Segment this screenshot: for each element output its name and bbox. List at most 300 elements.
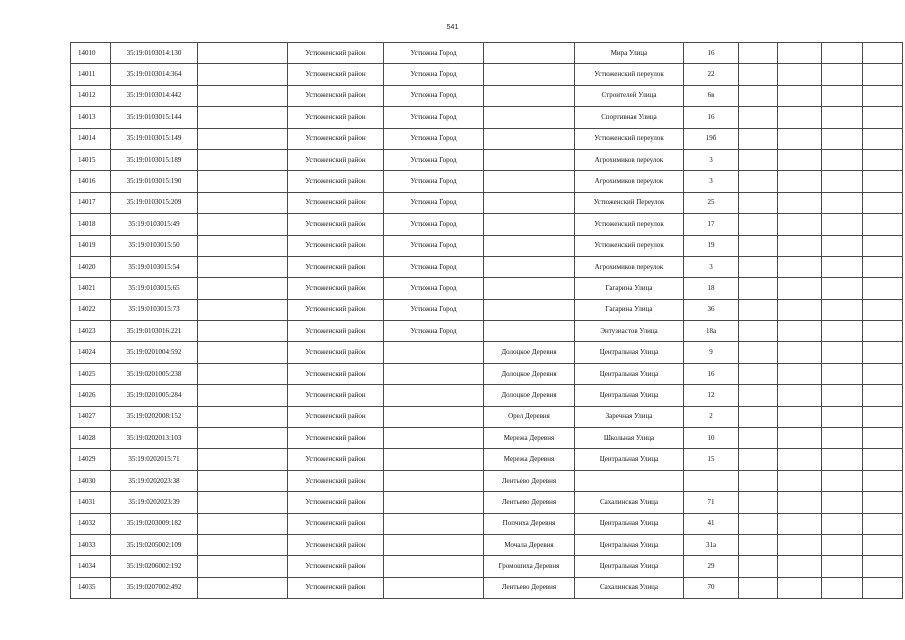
cadastral-number-cell: 35:19:0206002:192 — [111, 556, 198, 577]
street-cell: Сахалинская Улица — [575, 577, 684, 598]
empty-cell — [739, 492, 778, 513]
village-cell — [484, 256, 575, 277]
table-row — [71, 449, 903, 470]
village-cell: Орел Деревня — [484, 406, 575, 427]
empty-cell — [778, 363, 822, 384]
table-row — [71, 534, 903, 555]
street-cell: Агрохимиков переулок — [575, 149, 684, 170]
empty-cell — [778, 64, 822, 85]
cadastral-number-cell: 35:19:0103015:54 — [111, 256, 198, 277]
empty-cell — [198, 534, 288, 555]
row-number-cell: 14022 — [71, 299, 111, 320]
house-number-cell: 3 — [684, 256, 739, 277]
house-number-cell: 3 — [684, 171, 739, 192]
district-cell: Устюженский район — [288, 342, 384, 363]
empty-cell — [198, 64, 288, 85]
table-row — [71, 214, 903, 235]
empty-cell — [822, 363, 863, 384]
empty-cell — [198, 299, 288, 320]
empty-cell — [822, 492, 863, 513]
empty-cell — [822, 171, 863, 192]
empty-cell — [198, 107, 288, 128]
street-cell: Энтузиастов Улица — [575, 321, 684, 342]
house-number-cell: 6в — [684, 85, 739, 106]
row-number-cell: 14035 — [71, 577, 111, 598]
city-cell — [384, 406, 484, 427]
empty-cell — [778, 513, 822, 534]
cadastral-number-cell: 35:19:0103015:49 — [111, 214, 198, 235]
cadastral-number-cell: 35:19:0201005:238 — [111, 363, 198, 384]
empty-cell — [863, 534, 903, 555]
empty-cell — [739, 385, 778, 406]
city-cell: Устюжна Город — [384, 171, 484, 192]
empty-cell — [739, 107, 778, 128]
village-cell — [484, 128, 575, 149]
empty-cell — [822, 149, 863, 170]
empty-cell — [739, 256, 778, 277]
city-cell — [384, 577, 484, 598]
table-row — [71, 470, 903, 491]
empty-cell — [198, 256, 288, 277]
street-cell: Устюженский Переулок — [575, 192, 684, 213]
house-number-cell: 19б — [684, 128, 739, 149]
empty-cell — [863, 321, 903, 342]
empty-cell — [778, 449, 822, 470]
street-cell: Устюженский переулок — [575, 128, 684, 149]
village-cell: Громошиха Деревня — [484, 556, 575, 577]
cadastral-number-cell: 35:19:0103015:65 — [111, 278, 198, 299]
empty-cell — [863, 556, 903, 577]
empty-cell — [198, 513, 288, 534]
empty-cell — [198, 428, 288, 449]
house-number-cell: 70 — [684, 577, 739, 598]
house-number-cell: 31а — [684, 534, 739, 555]
empty-cell — [822, 406, 863, 427]
street-cell: Гагарина Улица — [575, 299, 684, 320]
city-cell — [384, 470, 484, 491]
empty-cell — [778, 342, 822, 363]
empty-cell — [822, 214, 863, 235]
empty-cell — [863, 513, 903, 534]
district-cell: Устюженский район — [288, 85, 384, 106]
table-row — [71, 299, 903, 320]
empty-cell — [739, 513, 778, 534]
empty-cell — [863, 171, 903, 192]
empty-cell — [822, 385, 863, 406]
street-cell: Центральная Улица — [575, 534, 684, 555]
empty-cell — [778, 43, 822, 64]
street-cell: Центральная Улица — [575, 556, 684, 577]
table-row — [71, 513, 903, 534]
village-cell: Мережа Деревня — [484, 428, 575, 449]
empty-cell — [739, 470, 778, 491]
empty-cell — [198, 342, 288, 363]
row-number-cell: 14018 — [71, 214, 111, 235]
table-row — [71, 64, 903, 85]
empty-cell — [863, 214, 903, 235]
village-cell — [484, 171, 575, 192]
empty-cell — [198, 149, 288, 170]
city-cell: Устюжна Город — [384, 256, 484, 277]
row-number-cell: 14029 — [71, 449, 111, 470]
district-cell: Устюженский район — [288, 149, 384, 170]
empty-cell — [822, 321, 863, 342]
empty-cell — [198, 406, 288, 427]
table-row — [71, 278, 903, 299]
district-cell: Устюженский район — [288, 449, 384, 470]
empty-cell — [822, 556, 863, 577]
table-row — [71, 107, 903, 128]
house-number-cell: 15 — [684, 449, 739, 470]
empty-cell — [198, 556, 288, 577]
empty-cell — [739, 363, 778, 384]
street-cell: Центральная Улица — [575, 449, 684, 470]
empty-cell — [198, 278, 288, 299]
village-cell: Долоцкое Деревня — [484, 385, 575, 406]
empty-cell — [778, 256, 822, 277]
street-cell: Гагарина Улица — [575, 278, 684, 299]
empty-cell — [739, 43, 778, 64]
house-number-cell: 18 — [684, 278, 739, 299]
village-cell: Лентьево Деревня — [484, 470, 575, 491]
row-number-cell: 14013 — [71, 107, 111, 128]
empty-cell — [739, 428, 778, 449]
street-cell — [575, 470, 684, 491]
row-number-cell: 14010 — [71, 43, 111, 64]
empty-cell — [198, 449, 288, 470]
village-cell: Долоцкое Деревня — [484, 363, 575, 384]
registry-table — [70, 42, 903, 599]
empty-cell — [778, 556, 822, 577]
empty-cell — [822, 64, 863, 85]
empty-cell — [739, 534, 778, 555]
house-number-cell — [684, 470, 739, 491]
empty-cell — [822, 235, 863, 256]
row-number-cell: 14028 — [71, 428, 111, 449]
house-number-cell: 16 — [684, 363, 739, 384]
house-number-cell: 16 — [684, 43, 739, 64]
empty-cell — [778, 214, 822, 235]
empty-cell — [778, 470, 822, 491]
row-number-cell: 14031 — [71, 492, 111, 513]
cadastral-number-cell: 35:19:0103015:149 — [111, 128, 198, 149]
city-cell: Устюжна Город — [384, 43, 484, 64]
district-cell: Устюженский район — [288, 363, 384, 384]
village-cell — [484, 107, 575, 128]
village-cell: Мережа Деревня — [484, 449, 575, 470]
house-number-cell: 19 — [684, 235, 739, 256]
empty-cell — [822, 577, 863, 598]
village-cell: Мочала Деревня — [484, 534, 575, 555]
empty-cell — [778, 406, 822, 427]
cadastral-number-cell: 35:19:0202015:71 — [111, 449, 198, 470]
street-cell: Спортивная Улица — [575, 107, 684, 128]
empty-cell — [739, 556, 778, 577]
empty-cell — [198, 363, 288, 384]
street-cell: Агрохимиков переулок — [575, 171, 684, 192]
house-number-cell: 16 — [684, 107, 739, 128]
empty-cell — [863, 577, 903, 598]
village-cell — [484, 85, 575, 106]
row-number-cell: 14030 — [71, 470, 111, 491]
row-number-cell: 14014 — [71, 128, 111, 149]
row-number-cell: 14032 — [71, 513, 111, 534]
cadastral-number-cell: 35:19:0103016:221 — [111, 321, 198, 342]
page-number: 541 — [446, 24, 459, 31]
empty-cell — [778, 428, 822, 449]
cadastral-number-cell: 35:19:0103015:50 — [111, 235, 198, 256]
cadastral-number-cell: 35:19:0202008:152 — [111, 406, 198, 427]
empty-cell — [739, 406, 778, 427]
empty-cell — [739, 214, 778, 235]
house-number-cell: 10 — [684, 428, 739, 449]
village-cell — [484, 321, 575, 342]
city-cell: Устюжна Город — [384, 214, 484, 235]
empty-cell — [822, 342, 863, 363]
city-cell — [384, 513, 484, 534]
empty-cell — [822, 534, 863, 555]
district-cell: Устюженский район — [288, 406, 384, 427]
table-row — [71, 149, 903, 170]
street-cell: Мира Улица — [575, 43, 684, 64]
empty-cell — [778, 534, 822, 555]
street-cell: Заречная Улица — [575, 406, 684, 427]
village-cell — [484, 214, 575, 235]
district-cell: Устюженский район — [288, 214, 384, 235]
city-cell: Устюжна Город — [384, 107, 484, 128]
house-number-cell: 41 — [684, 513, 739, 534]
row-number-cell: 14023 — [71, 321, 111, 342]
empty-cell — [863, 85, 903, 106]
empty-cell — [778, 149, 822, 170]
house-number-cell: 22 — [684, 64, 739, 85]
table-row — [71, 363, 903, 384]
district-cell: Устюженский район — [288, 299, 384, 320]
empty-cell — [863, 192, 903, 213]
city-cell: Устюжна Город — [384, 299, 484, 320]
row-number-cell: 14027 — [71, 406, 111, 427]
row-number-cell: 14015 — [71, 149, 111, 170]
table-row — [71, 342, 903, 363]
district-cell: Устюженский район — [288, 428, 384, 449]
village-cell — [484, 64, 575, 85]
empty-cell — [822, 85, 863, 106]
empty-cell — [739, 235, 778, 256]
cadastral-number-cell: 35:19:0103015:144 — [111, 107, 198, 128]
city-cell: Устюжна Город — [384, 321, 484, 342]
table-row — [71, 85, 903, 106]
village-cell: Лентьево Деревня — [484, 492, 575, 513]
table-row — [71, 171, 903, 192]
city-cell — [384, 428, 484, 449]
cadastral-number-cell: 35:19:0202023:39 — [111, 492, 198, 513]
empty-cell — [739, 299, 778, 320]
empty-cell — [863, 64, 903, 85]
empty-cell — [198, 235, 288, 256]
district-cell: Устюженский район — [288, 128, 384, 149]
empty-cell — [778, 299, 822, 320]
street-cell: Центральная Улица — [575, 513, 684, 534]
empty-cell — [778, 107, 822, 128]
city-cell: Устюжна Город — [384, 235, 484, 256]
table-row — [71, 43, 903, 64]
street-cell: Устюженский переулок — [575, 235, 684, 256]
district-cell: Устюженский район — [288, 64, 384, 85]
registry-table-body — [71, 43, 903, 599]
empty-cell — [739, 128, 778, 149]
cadastral-number-cell: 35:19:0205002:109 — [111, 534, 198, 555]
row-number-cell: 14024 — [71, 342, 111, 363]
empty-cell — [198, 128, 288, 149]
empty-cell — [778, 128, 822, 149]
empty-cell — [822, 43, 863, 64]
cadastral-number-cell: 35:19:0202013:103 — [111, 428, 198, 449]
empty-cell — [822, 278, 863, 299]
empty-cell — [863, 299, 903, 320]
empty-cell — [198, 43, 288, 64]
empty-cell — [863, 342, 903, 363]
house-number-cell: 3 — [684, 149, 739, 170]
cadastral-number-cell: 35:19:0103015:209 — [111, 192, 198, 213]
empty-cell — [822, 428, 863, 449]
district-cell: Устюженский район — [288, 385, 384, 406]
city-cell — [384, 342, 484, 363]
empty-cell — [822, 449, 863, 470]
row-number-cell: 14017 — [71, 192, 111, 213]
empty-cell — [822, 256, 863, 277]
village-cell: Попчиха Деревня — [484, 513, 575, 534]
empty-cell — [198, 214, 288, 235]
table-row — [71, 235, 903, 256]
empty-cell — [863, 470, 903, 491]
empty-cell — [863, 149, 903, 170]
empty-cell — [863, 492, 903, 513]
empty-cell — [863, 278, 903, 299]
empty-cell — [739, 278, 778, 299]
house-number-cell: 18а — [684, 321, 739, 342]
empty-cell — [822, 299, 863, 320]
city-cell: Устюжна Город — [384, 64, 484, 85]
street-cell: Школьная Улица — [575, 428, 684, 449]
house-number-cell: 71 — [684, 492, 739, 513]
district-cell: Устюженский район — [288, 256, 384, 277]
empty-cell — [198, 321, 288, 342]
row-number-cell: 14016 — [71, 171, 111, 192]
row-number-cell: 14019 — [71, 235, 111, 256]
cadastral-number-cell: 35:19:0207002:492 — [111, 577, 198, 598]
cadastral-number-cell: 35:19:0202023:38 — [111, 470, 198, 491]
table-row — [71, 192, 903, 213]
empty-cell — [739, 149, 778, 170]
empty-cell — [863, 406, 903, 427]
row-number-cell: 14012 — [71, 85, 111, 106]
row-number-cell: 14034 — [71, 556, 111, 577]
empty-cell — [739, 192, 778, 213]
empty-cell — [778, 85, 822, 106]
district-cell: Устюженский район — [288, 513, 384, 534]
cadastral-number-cell: 35:19:0103015:73 — [111, 299, 198, 320]
village-cell: Лентьево Деревня — [484, 577, 575, 598]
cadastral-number-cell: 35:19:0201005:284 — [111, 385, 198, 406]
house-number-cell: 36 — [684, 299, 739, 320]
empty-cell — [778, 235, 822, 256]
village-cell — [484, 192, 575, 213]
district-cell: Устюженский район — [288, 492, 384, 513]
district-cell: Устюженский район — [288, 278, 384, 299]
cadastral-number-cell: 35:19:0203009:182 — [111, 513, 198, 534]
street-cell: Устюженский переулок — [575, 214, 684, 235]
empty-cell — [778, 171, 822, 192]
city-cell — [384, 385, 484, 406]
street-cell: Устюженский переулок — [575, 64, 684, 85]
house-number-cell: 9 — [684, 342, 739, 363]
empty-cell — [778, 278, 822, 299]
village-cell — [484, 43, 575, 64]
district-cell: Устюженский район — [288, 321, 384, 342]
district-cell: Устюженский район — [288, 470, 384, 491]
empty-cell — [198, 492, 288, 513]
empty-cell — [863, 43, 903, 64]
empty-cell — [863, 428, 903, 449]
empty-cell — [198, 470, 288, 491]
cadastral-number-cell: 35:19:0201004:592 — [111, 342, 198, 363]
table-row — [71, 556, 903, 577]
cadastral-number-cell: 35:19:0103014:130 — [111, 43, 198, 64]
empty-cell — [863, 128, 903, 149]
cadastral-number-cell: 35:19:0103015:190 — [111, 171, 198, 192]
street-cell: Центральная Улица — [575, 363, 684, 384]
district-cell: Устюженский район — [288, 43, 384, 64]
row-number-cell: 14011 — [71, 64, 111, 85]
district-cell: Устюженский район — [288, 107, 384, 128]
table-row — [71, 385, 903, 406]
city-cell — [384, 449, 484, 470]
table-row — [71, 577, 903, 598]
empty-cell — [198, 577, 288, 598]
street-cell: Центральная Улица — [575, 385, 684, 406]
empty-cell — [739, 342, 778, 363]
city-cell: Устюжна Город — [384, 149, 484, 170]
house-number-cell: 29 — [684, 556, 739, 577]
village-cell — [484, 149, 575, 170]
empty-cell — [822, 192, 863, 213]
empty-cell — [778, 321, 822, 342]
district-cell: Устюженский район — [288, 235, 384, 256]
empty-cell — [863, 107, 903, 128]
district-cell: Устюженский район — [288, 556, 384, 577]
city-cell: Устюжна Город — [384, 128, 484, 149]
empty-cell — [863, 256, 903, 277]
empty-cell — [778, 492, 822, 513]
empty-cell — [739, 577, 778, 598]
village-cell — [484, 299, 575, 320]
district-cell: Устюженский район — [288, 192, 384, 213]
empty-cell — [778, 385, 822, 406]
empty-cell — [739, 171, 778, 192]
street-cell: Строителей Улица — [575, 85, 684, 106]
house-number-cell: 25 — [684, 192, 739, 213]
empty-cell — [778, 577, 822, 598]
empty-cell — [739, 64, 778, 85]
empty-cell — [863, 385, 903, 406]
empty-cell — [822, 128, 863, 149]
street-cell: Агрохимиков переулок — [575, 256, 684, 277]
empty-cell — [739, 321, 778, 342]
street-cell: Сахалинская Улица — [575, 492, 684, 513]
district-cell: Устюженский район — [288, 577, 384, 598]
empty-cell — [778, 192, 822, 213]
table-row — [71, 428, 903, 449]
